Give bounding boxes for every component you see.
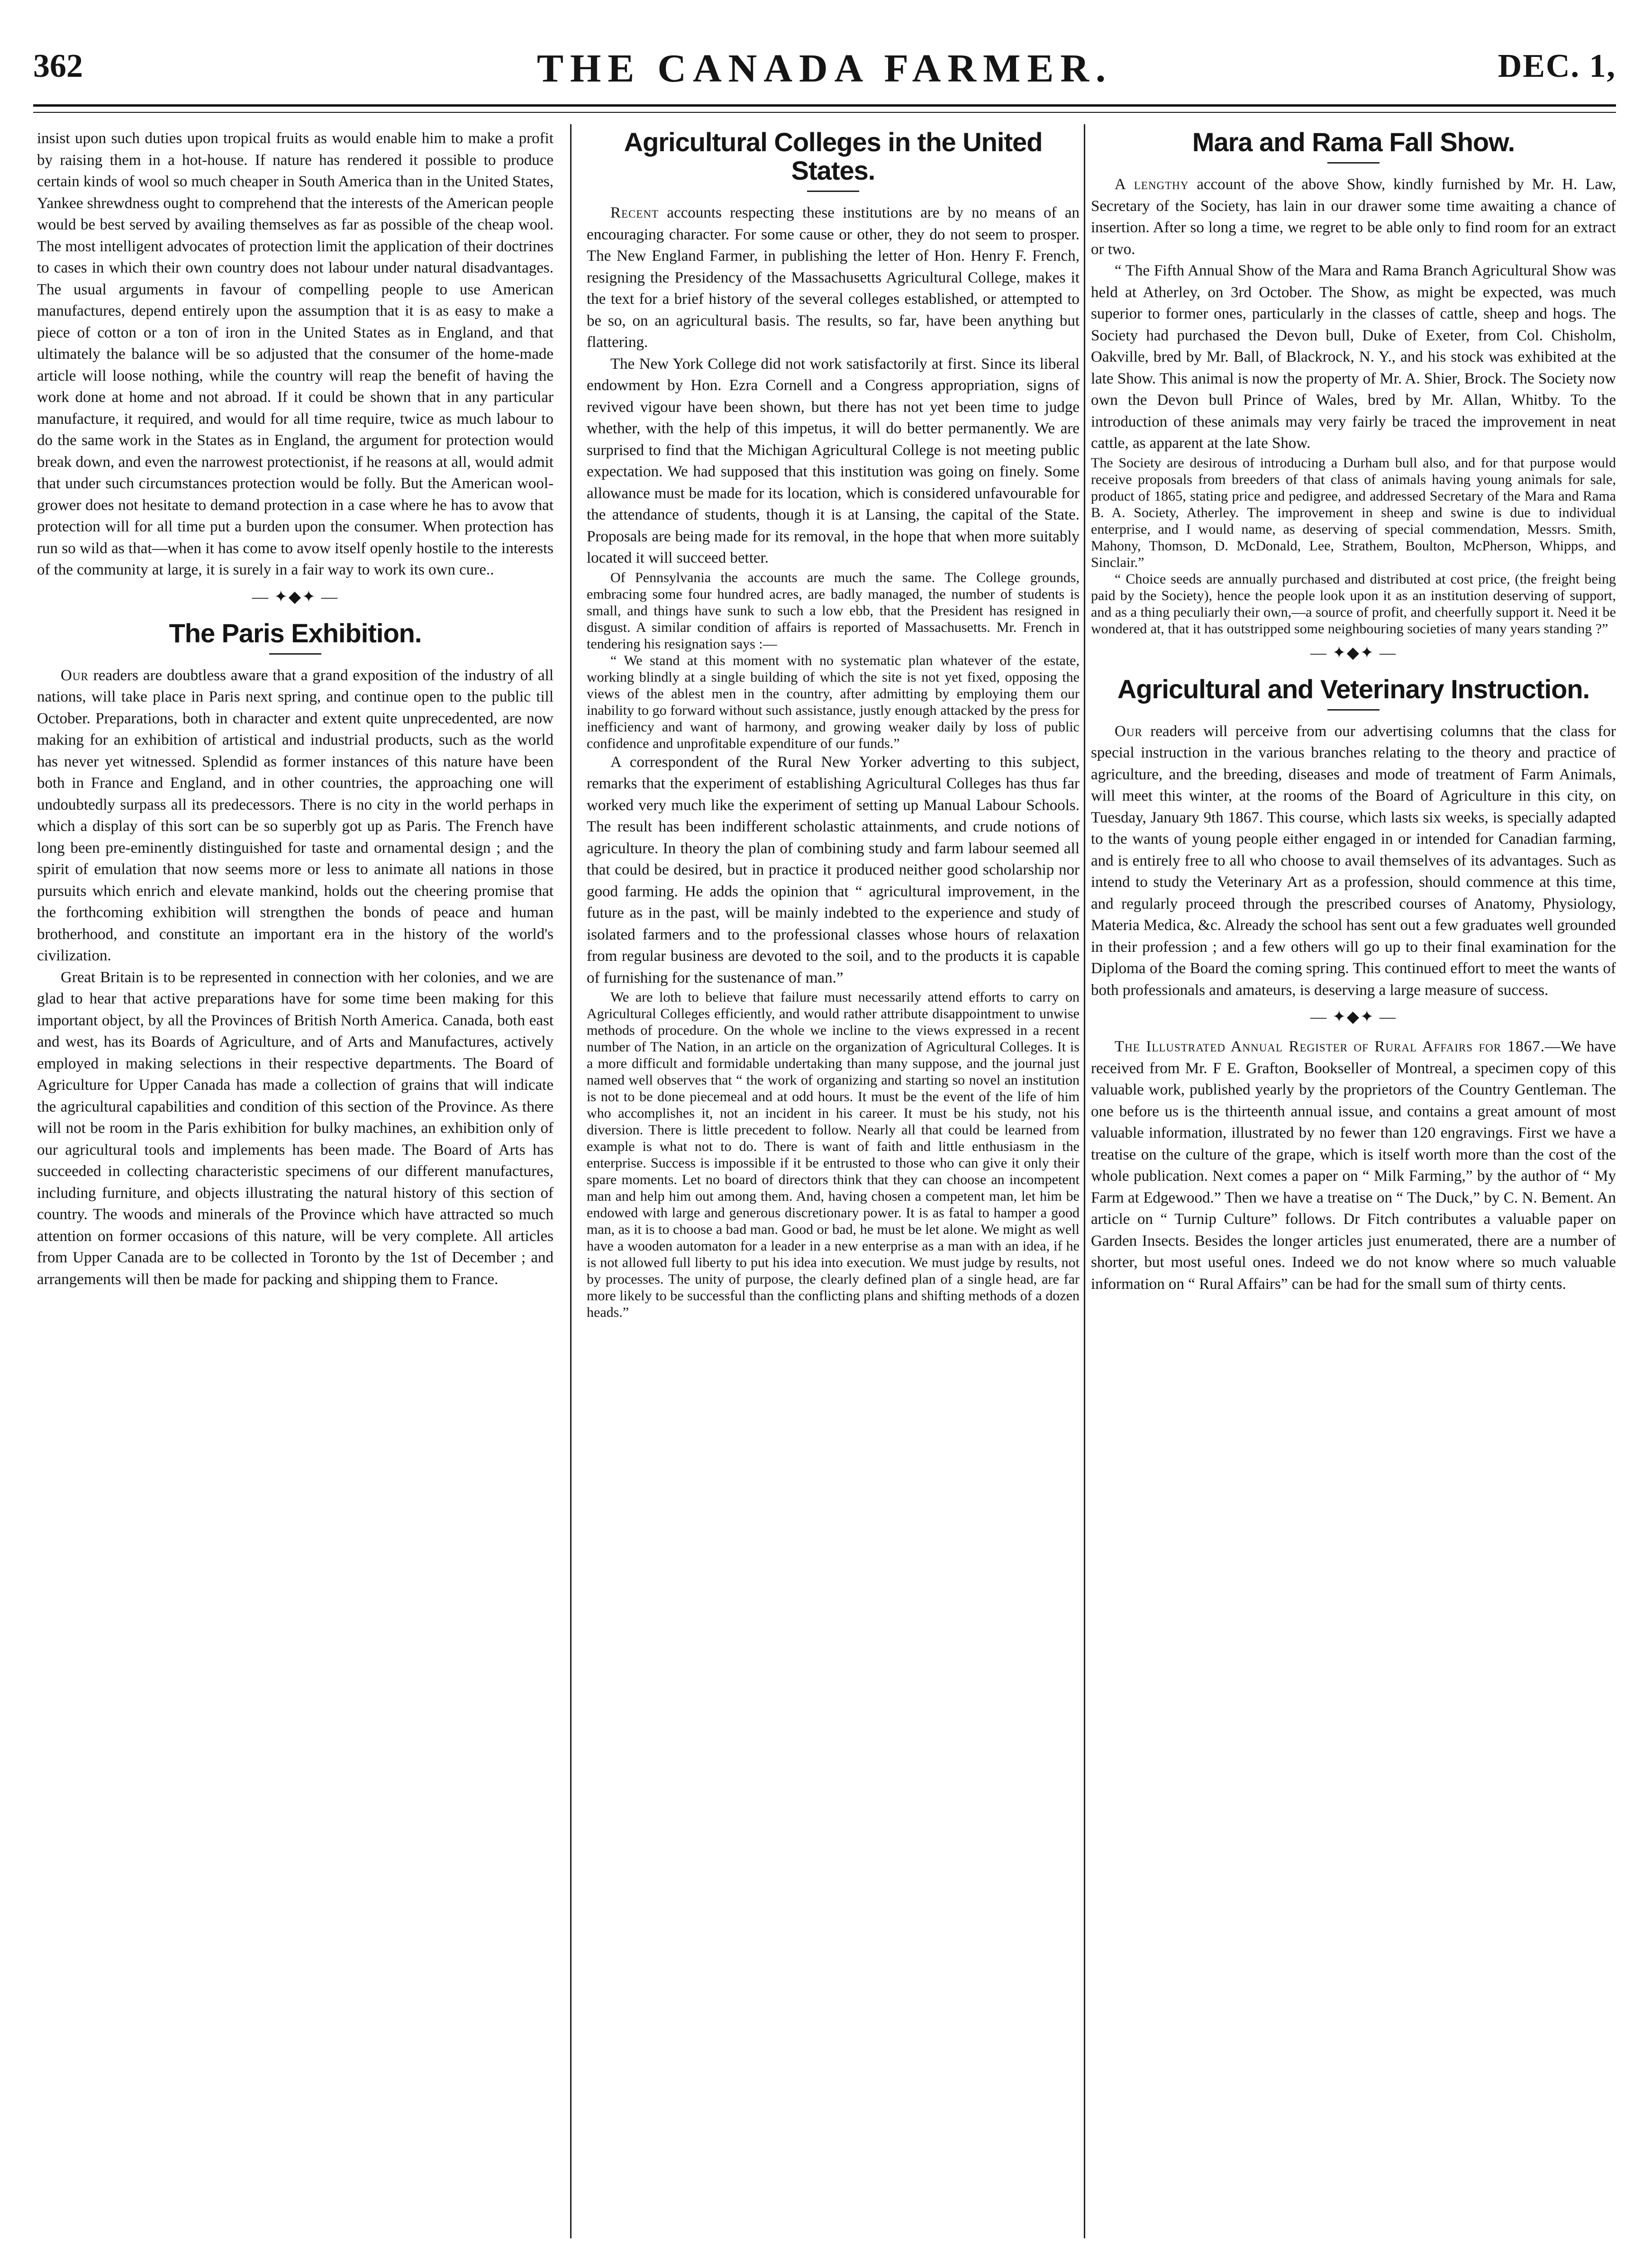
paragraph-text: accounts respecting these institutions are by no means of an encouraging character. For some cause or other, they do not seem to prosper. The New England Farmer, in publishing the letter of Hon. Henry F. French, resigning the Presidency of the Massachusetts Agricultural College, makes it the text for a brief history of the several colleges established, or attempted to be so, on an agricultural basis. The results, so far, have been anything but flattering. (587, 204, 1080, 351)
heading-mara-rama-show: Mara and Rama Fall Show. (1192, 128, 1515, 157)
heading-rule (807, 191, 859, 192)
heading-rule (1327, 162, 1380, 164)
article-continuation: insist upon such duties upon tropical fruits as would enable him to make a profit by raising them in a hot-house. If nature has rendered it possible to produce certain kinds of wool so much cheaper in South America than in the United States, Yankee shrewdness ought to comprehend that the interests of the American people would be best served by availing themselves as far as possible of the cheap wool. The most intelligent advocates of protection limit the application of their doctrines to cases in which their own country does not labour under natural disadvantages. The usual arguments in favour of compelling people to use American manufactures, depend entirely upon the assumption that it is as easy to make a piece of cotton or a ton of iron in the United States as in England, and that ultimately the balance will be so adjusted that the consumer of the home-made article will loose nothing, while the country will reap the benefit of having the work done at home and not abroad. If it could be shown that in any particular manufacture, it required, and would for all time require, twice as much labour to do the same work in the States as in England, the argument for protection would break down, and even the narrowest protectionist, if he reasons at all, would admit that under such circumstances protection would be folly. But the American wool-grower does not hesitate to demand protection in a case where he has to avow that protection will for all time put a burden upon the consumer. When protection has run so wild as that—when it has come to avow itself openly hostile to the interests of the community at large, it is surely in a fair way to work its own cure.. (37, 130, 554, 578)
quotation: The Society are desirous of introducing a Durham bull also, and for that purpose would receive proposals from breeders of that class of animals having young animals for sale, product of 1865, stating price and pedigree, and addressed Secretary of the Mara and Rama B. A. Society, Atherley. The improvement in sheep and swine is due to individual enterprise, and I would name, as deserving of special commendation, Messrs. Smith, Mahony, Thomson, D. McDonald, Lee, Strathem, Boulton, McPherson, Whipps, and Sinclair.” (1091, 455, 1616, 570)
paragraph: Of Pennsylvania the accounts are much the same. The College grounds, embracing some four hundred acres, are badly managed, the number of students is small, and things have sunk to such a low ebb, that the President has resigned in disgust. A similar condition of affairs is reported of Massachusetts. Mr. French in tendering his resignation says :— (587, 569, 1080, 652)
heading-agricultural-veterinary: Agricultural and Veterinary Instruction. (1117, 674, 1590, 704)
heading-paris-exhibition: The Paris Exhibition. (169, 618, 422, 648)
paragraph-text: —We have received from Mr. F E. Grafton, Bookseller of Montreal, a specimen copy of this valuable work, published yearly by the proprietors of the Country Gentleman. The one before us is the thirteenth annual issue, and contains a great amount of most valuable information, illustrated by no fewer than 120 engravings. First we have a treatise on the culture of the grape, which is itself worth more than the cost of the whole publication. Next comes a paper on “ Milk Farming,” by the author of “ My Farm at Edgewood.” Then we have a treatise on “ The Duck,” by C. N. Bement. An article on “ Turnip Culture” follows. Dr Fitch contributes a valuable paper on Garden Insects. Besides the longer articles just enumerated, there are a number of shorter, but most useful ones. Indeed we do not know where so much valuable information on “ Rural Affairs” can be had for the small sum of thirty cents. (1091, 1038, 1616, 1293)
ornament-divider: — ✦◆✦ — (1310, 1008, 1397, 1026)
paragraph (1091, 174, 1616, 260)
heading-agricultural-colleges: Agricultural Colleges in the United States. (624, 128, 1043, 185)
paragraph-text: readers are doubtless aware that a grand exposition of the industry of all nations, will take place in Paris next spring, and continue open to the public till October. Preparations, both in character and extent quite unprecedented, are now making for an exhibition of artistical and industrial products, such as the world has never yet witnessed. Splendid as former instances of this nature have been both in France and England, and in other countries, the approaching one will undoubtedly surpass all its predecessors. There is no city in the world perhaps in which a display of this sort can be so superbly got up as Paris. The French have long been pre-eminently distinguished for taste and ornamental design ; and the spirit of emulation that now seems more or less to animate all nations in those pursuits which enrich and elevate mankind, holds out the cheering promise that the forthcoming exhibition will strengthen the bonds of peace and human brotherhood, and constitute an important era in the history of the world's civilization. (37, 666, 554, 964)
masthead (33, 19, 1616, 104)
masthead-rule-thin (33, 112, 1616, 113)
column-2 (587, 128, 1080, 2233)
paragraph (37, 665, 554, 967)
issue-date: DEC. 1, (1498, 48, 1616, 84)
paragraph: We are loth to believe that failure must necessarily attend efforts to carry on Agricultural Colleges efficiently, and would rather attribute disappointment to unwise methods of procedure. On the whole we incline to the views expressed in a recent number of The Nation, in an article on the organization of Agricultural Colleges. It is a more difficult and formidable undertaking than many suppose, and the journal just named well observes that “ the work of organizing and starting so novel an institution is not to be done piecemeal and at odd hours. It must be the event of the life of him who accomplishes it, not an incident in his career. It must be his study, not his diversion. There is little precedent to follow. Nearly all that could be learned from example is what not to do. There is want of faith and little enthusiasm in the enterprise. Success is impossible if it be entrusted to those who can give it only their spare moments. Let no board of directors think that they can choose an incompetent man and help him out among them. And, having chosen a competent man, let him be endowed with large and generous discretionary power. It is as fatal to hamper a good man, as it is to choose a bad man. Good or bad, he must be let alone. We might as well have a wooden automaton for a leader in a new enterprise as a man with an idea, if he is not allowed full liberty to put his idea into execution. We must judge by results, not by processes. The unity of purpose, the clearly defined plan of a single head, are far more likely to be successful than the conflicting plans and shifting methods of a dozen heads.” (587, 989, 1080, 1320)
paragraph (1091, 1036, 1616, 1295)
heading-rule (269, 653, 321, 655)
ornament-divider: — ✦◆✦ — (252, 588, 339, 606)
lead-words: Our (61, 666, 89, 684)
page-number: 362 (33, 48, 83, 84)
paragraph (1091, 721, 1616, 1002)
paragraph: Great Britain is to be represented in connection with her colonies, and we are glad to hear that active preparations have for some time been making for this important object, by all the Provinces of British North America. Canada, both east and west, has its Boards of Agriculture, and of Arts and Manufactures, actively employed in making selections in their respective departments. The Board of Agriculture for Upper Canada has made a collection of grains that will indicate the agricultural capabilities and condition of this section of the Province. As there will not be room in the Paris exhibition for bulky machines, an exhibition only of our agricultural tools and implements has been made. The Board of Arts has succeeded in collecting characteristic specimens of our different manufactures, including furniture, and objects illustrating the natural history of this section of country. The woods and minerals of the Province which have attracted so much attention on former occasions of this nature, will be very complete. All articles from Upper Canada are to be collected in Toronto by the 1st of December ; and arrangements will then be made for packing and shipping them to France. (37, 968, 554, 1288)
paragraph-text: account of the above Show, kindly furnished by Mr. H. Law, Secretary of the Society, has lain in our drawer some time awaiting a chance of insertion. After so long a time, we regret to be able only to find room for an extract or two. (1091, 176, 1616, 258)
column-3 (1091, 128, 1616, 2233)
paragraph-text: readers will perceive from our advertising columns that the class for special instruction in the various branches relating to the theory and practice of agriculture, and the breeding, diseases and mode of treatment of Farm Animals, will meet this winter, at the rooms of the Board of Agriculture in this city, on Tuesday, January 9th 1867. This course, which lasts six weeks, is specially adapted to the wants of young people either engaged in or intended for Canadian farming, and is entirely free to all who choose to avail themselves of its advantages. Such as intend to study the Veterinary Art as a profession, should commence at this time, and regularly proceed through the prescribed courses of Anatomy, Physiology, Materia Medica, &c. Already the school has sent out a few graduates well grounded in their profession ; and a few others will go up to their final examination for the Diploma of the Board the coming spring. This continued effort to meet the wants of both professionals and amateurs, is deserving a large measure of success. (1091, 722, 1616, 999)
paragraph (587, 202, 1080, 354)
quotation: “ We stand at this moment with no systematic plan whatever of the estate, working blindly at a single building of which the site is not yet fixed, opposing the views of the ablest men in the country, after admitting by employing them our inability to go forward without such assistance, justly enough attacked by the press for inefficiency and want of harmony, and growing weaker daily by loss of public confidence and unprofitable expenditure of our funds.” (587, 652, 1080, 751)
lead-words: A lengthy (1115, 176, 1189, 193)
column-divider (570, 124, 572, 2238)
lead-words: The Illustrated Annual Register of Rural Affairs for 1867. (1115, 1038, 1545, 1055)
heading-rule (1327, 709, 1380, 711)
masthead-rule (33, 104, 1616, 107)
column-1 (37, 128, 554, 2233)
lead-words: Our (1115, 722, 1143, 740)
lead-words: Recent (610, 204, 659, 221)
ornament-divider: — ✦◆✦ — (1310, 644, 1397, 662)
journal-title: THE CANADA FARMER. (536, 46, 1113, 91)
paragraph: A correspondent of the Rural New Yorker adverting to this subject, remarks that the experiment of establishing Agricultural Colleges has thus far worked very much like the experiment of setting up Manual Labour Schools. The result has been indifferent scholastic attainments, and crude notions of agriculture. In theory the plan of combining study and farm labour seemed all that could be desired, but in practice it produced neither good scholarship nor good farming. He adds the opinion that “ agricultural improvement, in the future as in the past, will be mainly indebted to the experience and study of isolated farmers and to the professional classes whose hours of relaxation from regular business are devoted to the soil, and to the products it is capable of furnishing for the sustenance of man.” (587, 753, 1080, 986)
quotation: “ The Fifth Annual Show of the Mara and Rama Branch Agricultural Show was held at Atherley, on 3rd October. The Show, as might be expected, was much superior to former ones, particularly in the classes of cattle, sheep and hogs. The Society had purchased the Devon bull, Duke of Exeter, from Col. Chisholm, Oakville, bred by Mr. Ball, of Blackrock, N. Y., and his stock was exhibited at the late Show. This animal is now the property of Mr. A. Shier, Brock. The Society now own the Devon bull Prince of Wales, bred by Mr. Allan, Whitby. To the introduction of these animals may very fairly be traced the improvement in neat cattle, as apparent at the late Show. (1091, 262, 1616, 452)
column-divider (1084, 124, 1085, 2238)
paragraph: The New York College did not work satisfactorily at first. Since its liberal endowment by Hon. Ezra Cornell and a Congress appropriation, signs of revived vigour have been shown, but there has not yet been time to judge whether, with the help of this impetus, it will do better permanently. We are surprised to find that the Michigan Agricultural College is not meeting public expectation. We had supposed that this institution was going on finely. Some allowance must be made for its location, which is considered unfavourable for the attendance of students, though it is at Lansing, the capital of the State. Proposals are being made for its removal, in the hope that when more suitably located it will succeed better. (587, 355, 1080, 566)
quotation: “ Choice seeds are annually purchased and distributed at cost price, (the freight being paid by the Society), hence the people look upon it as an institution deserving of support, and as a thing peculiarly their own,—a source of profit, and cheerfully support it. Need it be wondered at, that it has outstripped some neighbouring societies of many years standing ?” (1091, 571, 1616, 637)
